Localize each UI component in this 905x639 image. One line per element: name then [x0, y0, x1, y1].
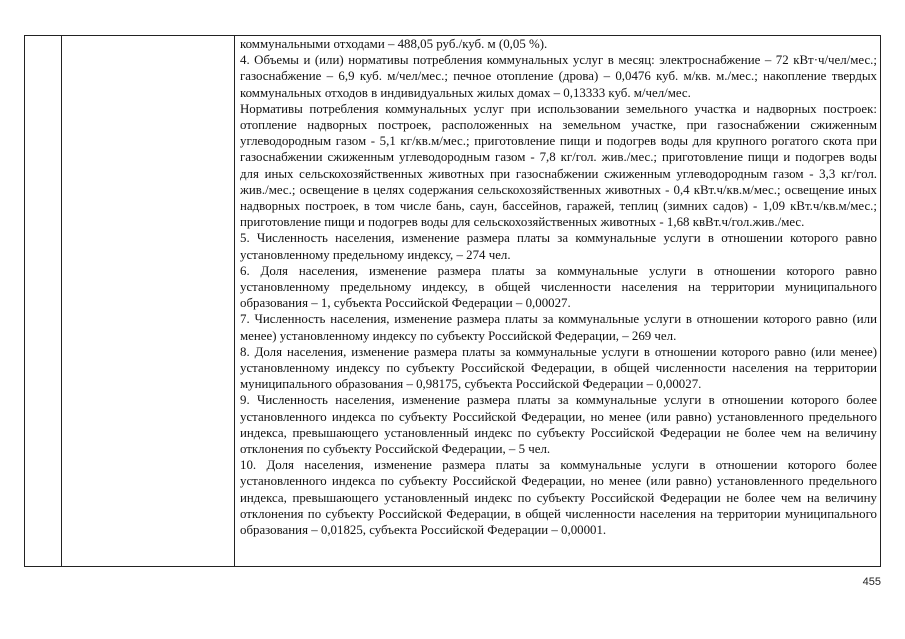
table-text-cell	[240, 36, 877, 538]
paragraph-item-8: 8. Доля населения, изменение размера платы за коммунальные услуги в отношении которого равно (или менее) установленному индексу по субъекту Российской Федерации, в общей численности населения на территории муниципального образования – 0,98175, субъекта Российской Федерации – 0,00027.	[240, 344, 877, 392]
page-number: 455	[862, 576, 881, 588]
paragraph-item-4: 4. Объемы и (или) нормативы потребления коммунальных услуг в месяц: электроснабжение – 72 кВт·ч/чел/мес.; газоснабжение – 6,9 куб. м/чел/мес.; печное отопление (дрова) – 0,0476 куб. м/кв. м./мес.; накопление твердых коммунальных отходов в индивидуальных жилых домах – 0,13333 куб. м/чел/мес.	[240, 53, 877, 100]
paragraph-continuation: коммунальными отходами – 488,05 руб./куб. м (0,05 %).	[240, 37, 548, 51]
paragraph-item-5: 5. Численность населения, изменение размера платы за коммунальные услуги в отношении которого равно установленному предельному индексу, – 274 чел.	[240, 231, 877, 262]
paragraph-item-9: 9. Численность населения, изменение размера платы за коммунальные услуги в отношении которого более установленного индекса по субъекту Российской Федерации, но менее (или равно) установленного предельного индекса, превышающего установленный индекс по субъекту Российской Федерации не более чем на величину отклонения по субъекту Российской Федерации, – 5 чел.	[240, 393, 877, 457]
document-table	[24, 35, 881, 567]
column-divider-2	[234, 36, 235, 566]
column-divider-1	[61, 36, 62, 566]
paragraph-norms: Нормативы потребления коммунальных услуг при использовании земельного участка и надворных построек: отопление надворных построек, расположенных на земельном участке, при газоснабжении сжиженным углеводородным газом - 5,1 кг/кв.м/мес.; приготовление пищи и подогрев воды для крупного рогатого скота при газоснабжении сжиженным углеводородным газом - 7,8 кг/гол. жив./мес.; приготовление пищи и подогрев воды для иных сельскохозяйственных животных при газоснабжении сжиженным углеводородным газом - 3,3 кг/гол. жив./мес.; освещение в целях содержания сельскохозяйственных животных - 0,4 кВт.ч/кв.м/мес.; освещение иных надворных построек, в том числе бань, саун, бассейнов, гаражей, теплиц (зимних садов) - 1,09 кВт.ч/кв.м/мес.; приготовление пищи и подогрев воды для сельскохозяйственных животных - 1,68 квВт.ч/гол.жив./мес.	[240, 101, 877, 230]
paragraph-item-6: 6. Доля населения, изменение размера платы за коммунальные услуги в отношении которого равно установленному предельному индексу, в общей численности населения на территории муниципального образования – 1, субъекта Российской Федерации – 0,00027.	[240, 263, 877, 311]
paragraph-item-7: 7. Численность населения, изменение размера платы за коммунальные услуги в отношении которого равно (или менее) установленному индексу по субъекту Российской Федерации, – 269 чел.	[240, 312, 877, 343]
paragraph-item-10: 10. Доля населения, изменение размера платы за коммунальные услуги в отношении которого более установленного индекса по субъекту Российской Федерации, но менее (или равно) установленного предельного индекса, превышающего установленный индекс по субъекту Российской Федерации не более чем на величину отклонения по субъекту Российской Федерации, в общей численности населения на территории муниципального образования – 0,01825, субъекта Российской Федерации – 0,00001.	[240, 458, 877, 538]
